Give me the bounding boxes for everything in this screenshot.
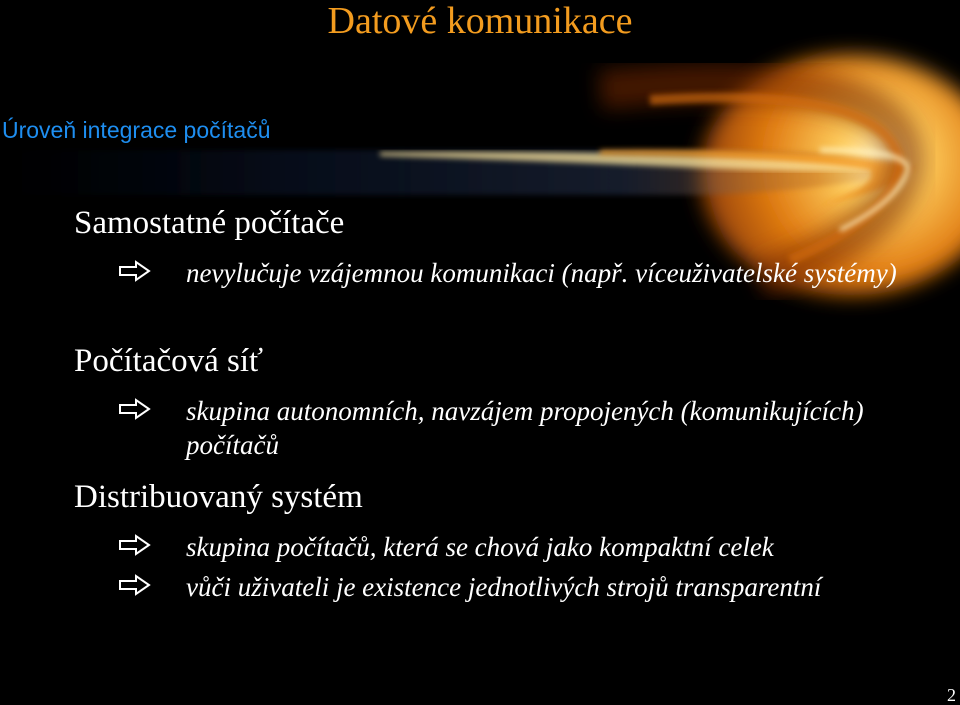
hollow-right-arrow-icon xyxy=(118,398,152,420)
bullet-item xyxy=(118,570,938,642)
slide-subtitle: Úroveň integrace počítačů xyxy=(2,117,271,143)
bullet-item xyxy=(118,394,938,466)
bullet-text: skupina počítačů, která se chová jako kompaktní celek xyxy=(186,532,774,562)
bullet-text: nevylučuje vzájemnou komunikaci (např. víceuživatelské systémy) xyxy=(186,258,897,288)
bullet-text: vůči uživateli je existence jednotlivých strojů transparentní xyxy=(186,572,822,602)
hollow-right-arrow-icon xyxy=(118,574,152,596)
section-heading-standalone: Samostatné počítače xyxy=(74,205,345,241)
hollow-right-arrow-icon xyxy=(118,534,152,556)
hollow-right-arrow-icon xyxy=(118,260,152,282)
page-number: 2 xyxy=(947,685,956,705)
section-heading-distributed: Distribuovaný systém xyxy=(74,479,363,515)
slide-title: Datové komunikace xyxy=(327,0,633,42)
bullet-item xyxy=(118,256,938,328)
bullet-text: skupina autonomních, navzájem propojených (komunikujících) počítačů xyxy=(186,396,864,460)
section-heading-network: Počítačová síť xyxy=(74,343,264,379)
bullet-item xyxy=(118,530,938,566)
